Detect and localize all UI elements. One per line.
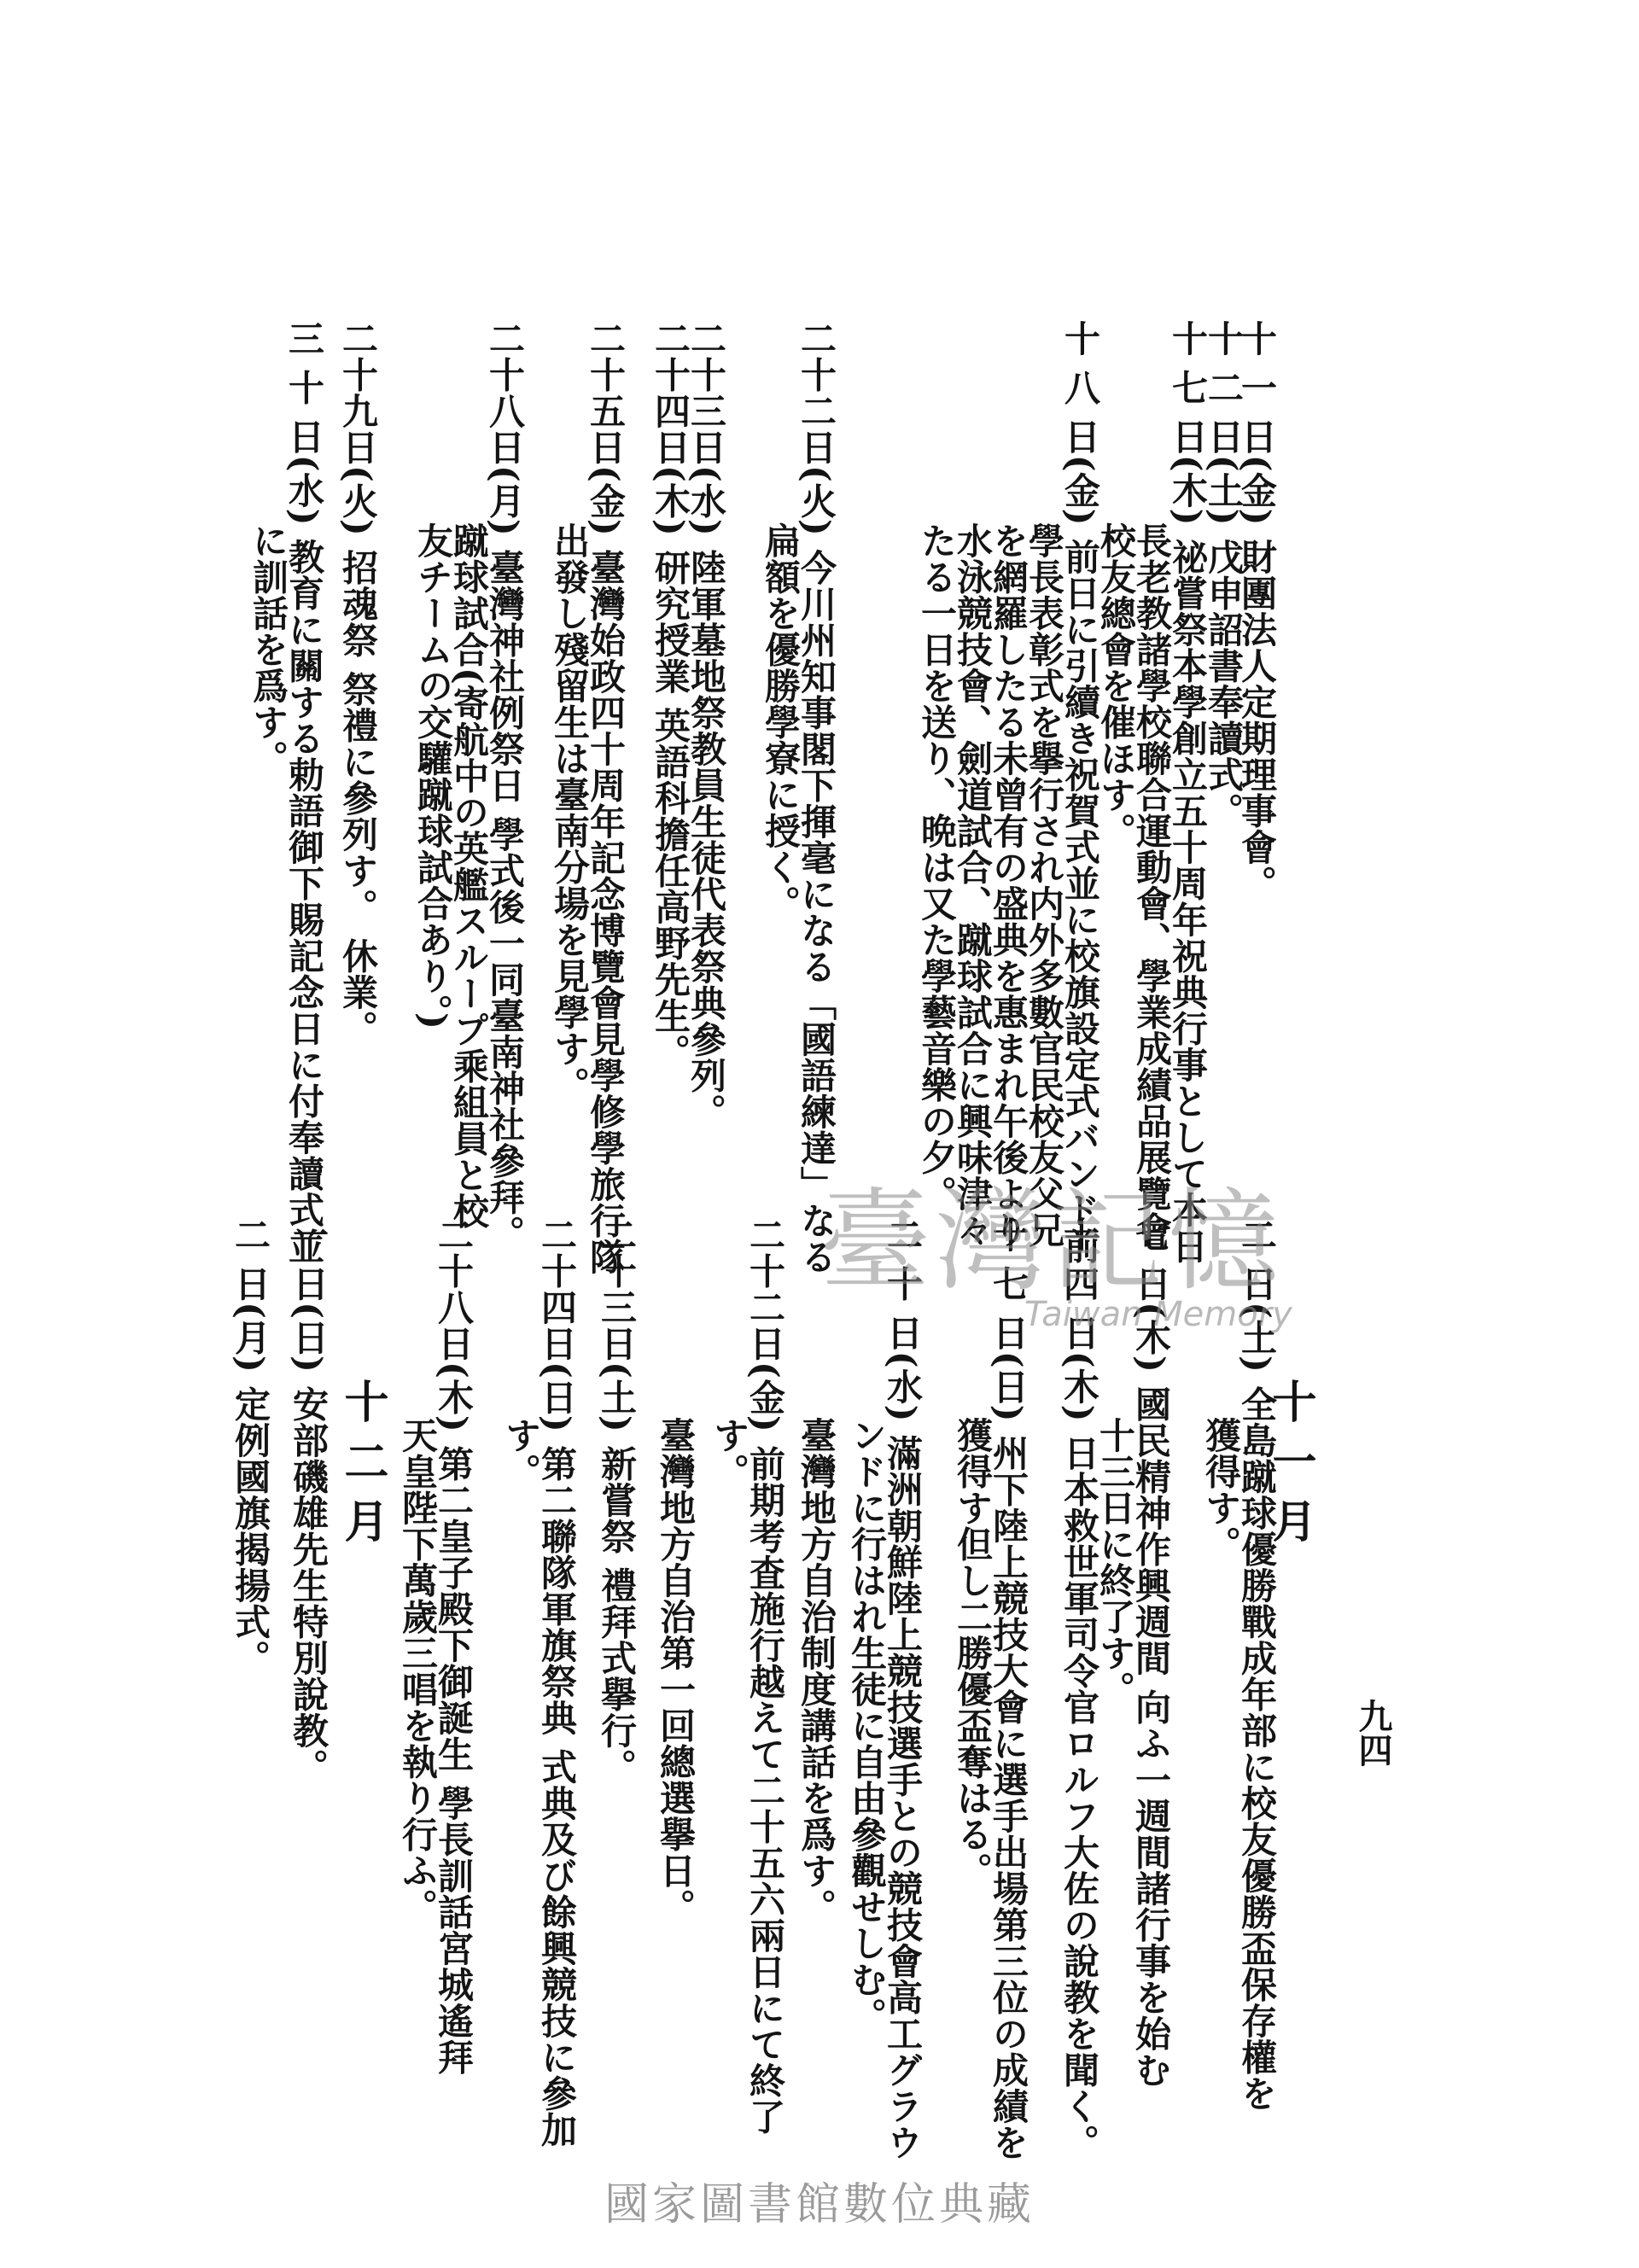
- text-column: 十 八 日(金) 前日に引續き祝賀式並に校旗設定式バンド前: [1059, 320, 1101, 1265]
- text-column: 臺灣地方自治第一回總選擧日。: [655, 1417, 697, 1925]
- text-column: 長老教諸學校聯合運動會、學業成績品展覽會: [1131, 522, 1173, 1248]
- text-column: 出發し殘留生は臺南分場を見學す。: [549, 522, 591, 1103]
- text-column: 十 七 日(日) 州下陸上競技大會に選手出場第三位の成績を: [988, 1216, 1029, 2161]
- text-column: たる一日を送り、晩は又た學藝音樂の夕。: [916, 522, 958, 1212]
- text-column: 二十五日(金) 臺灣始政四十周年記念博覽會見學修學旅行隊: [585, 320, 627, 1275]
- archive-footer: 國家圖書館數位典藏: [604, 2179, 1035, 2230]
- text-column: す。: [709, 1417, 750, 1490]
- text-column: 二十三日(水) 陸軍墓地祭教員生徒代表祭典參列。: [685, 320, 727, 1130]
- text-column: に訓話を爲す。: [248, 522, 289, 777]
- text-column: 二 十 日(水) 滿洲朝鮮陸上競技選手との競技會高工グラウ: [882, 1216, 924, 2161]
- watermark-text: 臺灣記憶: [820, 1176, 1285, 1306]
- text-column: 二十四日(木) 研究授業 英語科擔任高野先生。: [650, 320, 691, 1070]
- text-column: 二 日(月) 定例國旗揭揚式。: [230, 1216, 271, 1676]
- text-column: 三 十 日(水) 教育に關する勅語御下賜記念日に付奉讀式並: [283, 320, 325, 1265]
- text-column: 蹴球試合(寄航中の英艦スループ乘組員と校: [448, 522, 490, 1229]
- text-column: 天皇陛下萬歲三唱を執り行ふ。: [397, 1417, 439, 1925]
- text-column: 水泳競技會、劍道試合、蹴球試合に興味津々: [952, 522, 994, 1248]
- text-column: 臺灣地方自治制度講話を爲す。: [796, 1417, 837, 1925]
- text-column: 二十八日(木) 第二皇子殿下御誕生 學長訓話宮城遙拜: [433, 1216, 475, 2075]
- text-column: 十三日に終了す。: [1094, 1417, 1136, 1707]
- page-number: 九四: [1353, 1699, 1393, 1767]
- text-column: 十 二 日(土) 戊申詔書奉讀式。: [1203, 320, 1245, 830]
- text-column: 一 日(日) 安部磯雄先生特別說教。: [288, 1216, 330, 1785]
- text-column: 十 七 日(木) 祕嘗祭本學創立五十周年祝典行事として本日: [1167, 320, 1209, 1265]
- text-column: 二十四日(日) 第二聯隊軍旗祭典 式典及び餘興競技に參加: [536, 1216, 578, 2148]
- text-column: 二 日(土) 全島蹴球優勝戰成年部に校友優勝盃保存權を: [1236, 1216, 1278, 2112]
- text-column: す。: [500, 1417, 542, 1490]
- text-column: ンドに行はれ生徒に自由參觀せしむ。: [846, 1417, 888, 2034]
- text-column: 友チームの交驩蹴球試合あり。): [412, 522, 454, 1030]
- watermark-subtitle: Taiwan Memory: [1024, 1295, 1292, 1334]
- text-column: 十 一 日(金) 財團法人定期理事會。: [1236, 320, 1278, 902]
- text-column: 二十八日(月) 臺灣神社例祭日 學式後一同臺南神社參拜。: [484, 320, 526, 1251]
- text-column: を網羅したる未曾有の盛典を惠まれ午後より: [988, 522, 1029, 1248]
- text-column: 獲得す但し二勝優盃奪はる。: [952, 1417, 994, 1889]
- section-title-december: 十二月: [336, 1379, 388, 1558]
- text-column: 獲得す。: [1200, 1417, 1242, 1562]
- text-column: 學長表彰式を擧行され内外多數官民校友父兄: [1024, 522, 1065, 1248]
- section-title-november: 十一月: [1264, 1379, 1316, 1558]
- text-column: 二十二日(金) 前期考査施行越えて二十五六兩日にて終了: [744, 1216, 786, 2135]
- text-column: 二十九日(火) 招魂祭 祭禮に參列す。 休業。: [337, 320, 379, 1047]
- text-column: 七 日(木) 國民精神作興週間 向ふ一週間諸行事を始む: [1130, 1216, 1172, 2089]
- text-column: 校友總會を催ほす。: [1095, 522, 1137, 849]
- text-column: 二十二日(火) 今川州知事閣下揮毫になる「國語練達」なる: [796, 320, 837, 1275]
- text-column: 二十三日(土) 新嘗祭 禮拜式擧行。: [596, 1216, 638, 1785]
- watermark-logo: [820, 1152, 1298, 1334]
- text-column: 扁額を優勝學寮に授く。: [760, 522, 802, 922]
- text-column: 十 四 日(木) 日本救世軍司令官ロルフ大佐の說教を聞く。: [1059, 1216, 1100, 2161]
